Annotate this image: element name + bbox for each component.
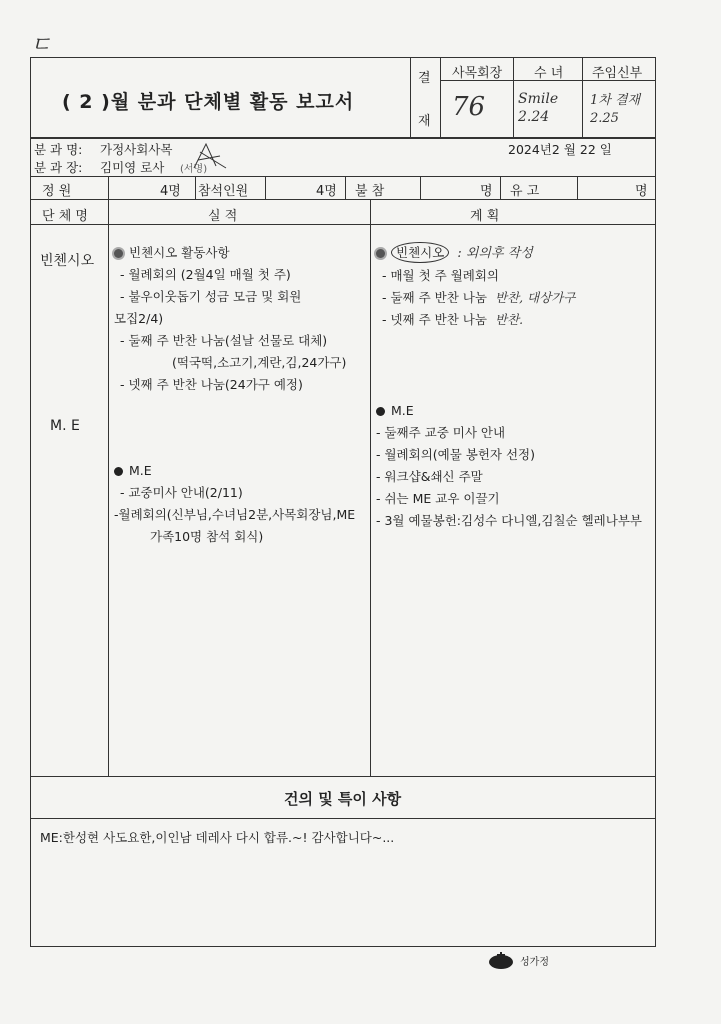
members-count: 4명: [160, 184, 181, 199]
bullet-icon: [114, 467, 123, 476]
results-vincent: 빈첸시오 활동사항 - 월례회의 (2월4일 매월 첫 주) - 불우이웃돕기 성금 모금 및 회원 모집2/4) - 둘째 주 반찬 나눔(설날 선물로 대체) (떡국떡,소고기,계란,김,24가구) - 넷째 주 반찬 나눔(24가구 예정): [114, 245, 347, 392]
plans-me: M.E - 둘째주 교중 미사 안내 - 월례회의(예물 봉헌자 선정) - 워크샵&쇄신 주말 - 쉬는 ME 교우 이끌기 - 3월 예물봉헌:김성수 다니엘,김칠순 헬레나부부: [376, 403, 642, 528]
bullet-icon: [376, 407, 385, 416]
division-label: 분 과 명:: [34, 142, 83, 157]
group-me: M. E: [50, 418, 80, 434]
report-title: ( 2 )월 분과 단체별 활동 보고서: [62, 91, 355, 113]
head-name: 김미영 로사: [100, 160, 165, 175]
approval-label-top: 결: [418, 71, 431, 86]
approval-label-bottom: 재: [418, 114, 431, 129]
members-label: 정 원: [42, 184, 72, 199]
footer-logo-text: 성가정: [520, 957, 549, 968]
bullet-icon: [114, 249, 123, 258]
attendees-count: 4명: [316, 184, 337, 199]
plan-handwritten-note: 반찬.: [494, 312, 524, 327]
division-name: 가정사회사목: [100, 142, 173, 157]
group-vincent: 빈첸시오: [40, 253, 95, 269]
holy-family-logo-icon: [488, 950, 514, 970]
remarks-text: ME:한성현 사도요한,이인남 데레사 다시 합류.~! 감사합니다~...: [40, 830, 395, 845]
excused-count: 명: [635, 184, 648, 199]
circled-vincent: 빈첸시오: [391, 242, 449, 263]
report-date: 2024년2 월 22 일: [508, 142, 612, 157]
signature-president: 76: [452, 92, 486, 122]
plans-vincent: 빈첸시오 : 외의후 작성 - 매월 첫 주 월례회의 - 둘째 주 반찬 나눔 반찬, 대상가구 - 넷째 주 반찬 나눔 반찬.: [376, 242, 575, 331]
remarks-title: 건의 및 특이 사항: [284, 790, 402, 808]
role-sister: 수 녀: [534, 66, 564, 81]
role-pastoral-president: 사목회장: [452, 66, 503, 81]
attendees-label: 참석인원: [198, 184, 249, 199]
absent-label: 불 참: [355, 184, 385, 199]
role-pastor: 주임신부: [592, 66, 643, 81]
results-me: M.E - 교중미사 안내(2/11) -월례회의(신부님,수녀님2분,사목회장님,ME 가족10명 참석 회식): [114, 463, 356, 544]
signature-sister: Smile 2.24: [518, 91, 559, 125]
head-signature-label: (서명): [180, 164, 208, 175]
plans-header: 계 획: [470, 209, 500, 224]
bullet-icon: [376, 249, 385, 258]
head-signature-scribble: [190, 138, 232, 174]
plan-handwritten-note: : 외의후 작성: [457, 246, 533, 261]
head-label: 분 과 장:: [34, 160, 83, 175]
plan-handwritten-note: 반찬, 대상가구: [494, 290, 576, 305]
group-header: 단 체 명: [42, 209, 88, 224]
results-header: 실 적: [208, 209, 238, 224]
signature-pastor: 1차 결재 2.25: [590, 93, 641, 126]
corner-mark: ㄷ: [30, 33, 52, 58]
absent-count: 명: [480, 184, 493, 199]
excused-label: 유 고: [510, 184, 540, 199]
